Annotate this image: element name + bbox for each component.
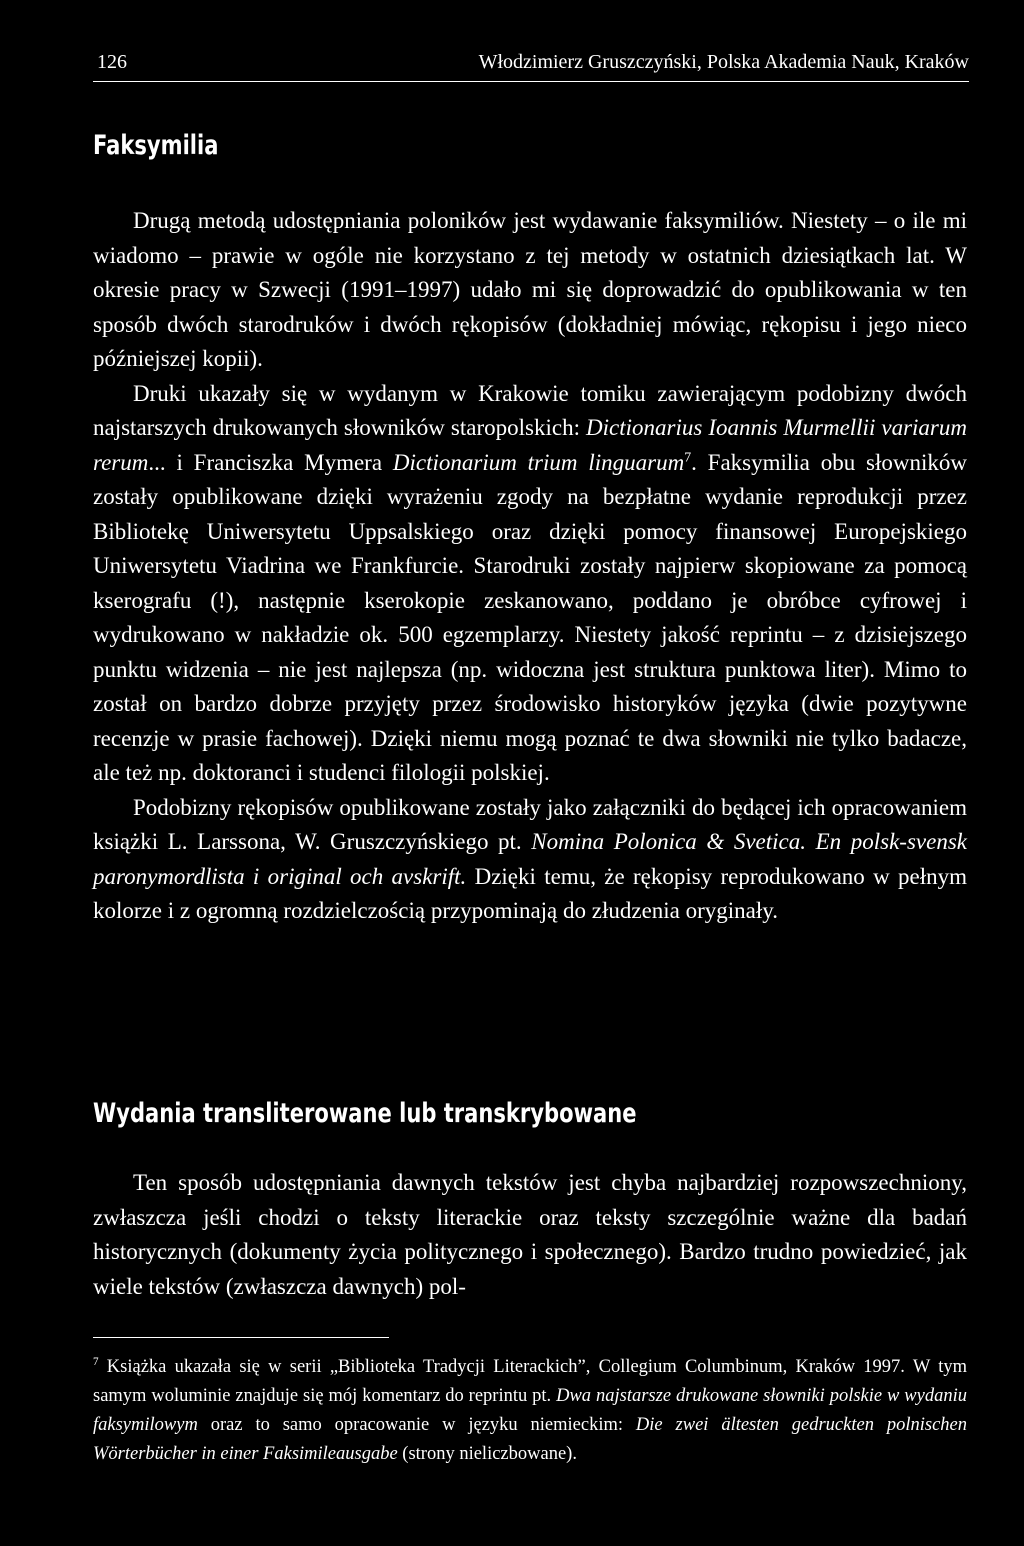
paragraph	[93, 204, 967, 377]
footnote-text: (strony nieliczbowane).	[397, 1444, 577, 1464]
page-number: 126	[97, 51, 127, 73]
title-mymer: Dictionarium trium linguarum	[392, 449, 685, 475]
paragraph	[93, 1166, 967, 1304]
section-heading-faksymilia: Faksymilia	[93, 130, 219, 161]
paragraph-text: Druki ukazały się w wydanym w Krakowie tomiku zawierającym podobizny dwóch najstarszych drukowanych słowników staropolskich:	[93, 380, 967, 440]
footnote-title-polish: Dwa najstarsze drukowane słowniki polskie w wydaniu faksymilowym	[93, 1386, 967, 1435]
footnote-7	[93, 1353, 967, 1469]
paragraph	[93, 377, 967, 791]
running-title: Włodzimierz Gruszczyński, Polska Akademia Nauk, Kraków	[478, 51, 969, 73]
paragraph-text: Drugą metodą udostępniania poloników jest wydawanie faksymiliów. Niestety – o ile mi wiadomo – prawie w ogóle nie korzystano z tej metody w ostatnich dziesiątkach lat. W okresie pracy w Szwecji (1991–1997) udało mi się doprowadzić do opublikowania w ten sposób dwóch starodruków i dwóch rękopisów (dokładniej mówiąc, rękopisu i jego nieco późniejszej kopii).	[93, 208, 967, 371]
paragraph-text: Podobizny rękopisów opublikowane zostały jako załączniki do będącej ich opracowaniem książki L. Larssona, W. Gruszczyńskiego pt.	[93, 794, 967, 854]
paragraph-text: Dzięki temu, że rękopisy reprodukowano w pełnym kolorze i z ogromną rozdzielczością przypominają do złudzenia oryginały.	[93, 863, 968, 923]
title-nomina-polonica: Nomina Polonica & Svetica. En polsk-svensk paronymordlista i original och avskrift.	[93, 829, 967, 889]
footnote-text: Książka ukazała się w serii „Biblioteka Tradycji Literackich”, Collegium Columbinum, Kraków 1997. W tym samym woluminie znajduje się mój komentarz do reprintu pt.	[93, 1357, 967, 1406]
title-murmellius: Dictionarius Ioannis Murmellii variarum rerum	[93, 415, 967, 475]
footnote-title-german: Die zwei ältesten gedruckten polnischen Wörterbücher in einer Faksimileausgabe	[93, 1415, 967, 1464]
running-head	[93, 47, 969, 82]
paragraph-text: Ten sposób udostępniania dawnych tekstów jest chyba najbardziej rozpowszechniony, zwłaszcza jeśli chodzi o teksty literackie oraz teksty szczególnie ważne dla badań historycznych (dokumenty życia politycznego i społecznego). Bardzo trudno powiedzieć, jak wiele tekstów (zwłaszcza dawnych) pol-	[93, 1170, 967, 1299]
footnote-text: oraz to samo opracowanie w języku niemieckim:	[197, 1415, 636, 1435]
footnotes	[93, 1353, 967, 1469]
section-heading-wydania: Wydania transliterowane lub transkrybowane	[93, 1098, 637, 1129]
section-body-wydania	[93, 1166, 967, 1304]
paragraph-text: . Faksymilia obu słowników zostały opublikowane dzięki wyrażeniu zgody na bezpłatne wydanie reprodukcji przez Bibliotekę Uniwersytetu Uppsalskiego oraz dzięki pomocy finansowej Europejskiego Uniwersytetu Viadrina we Frankfurcie. Starodruki zostały najpierw skopiowane za pomocą kserografu (!), następnie kserokopie zeskanowano, poddano je obróbce cyfrowej i wydrukowano w nakładzie ok. 500 egzemplarzy. Niestety jakość reprintu – z dzisiejszego punktu widzenia – nie jest najlepsza (np. widoczna jest struktura punktowa liter). Mimo to został on bardzo dobrze przyjęty przez środowisko historyków języka (dwie pozytywne recenzje w prasie fachowej). Dzięki niemu mogą poznać te dwa słowniki nie tylko badacze, ale też np. doktoranci i studenci filologii polskiej.	[93, 449, 968, 785]
footnote-divider	[93, 1337, 389, 1338]
paragraph	[93, 791, 967, 929]
footnote-number: 7	[93, 1355, 99, 1368]
footnote-ref: 7	[684, 448, 692, 464]
paragraph-text: ... i Franciszka Mymera	[148, 449, 393, 475]
section-body-faksymilia	[93, 204, 967, 929]
